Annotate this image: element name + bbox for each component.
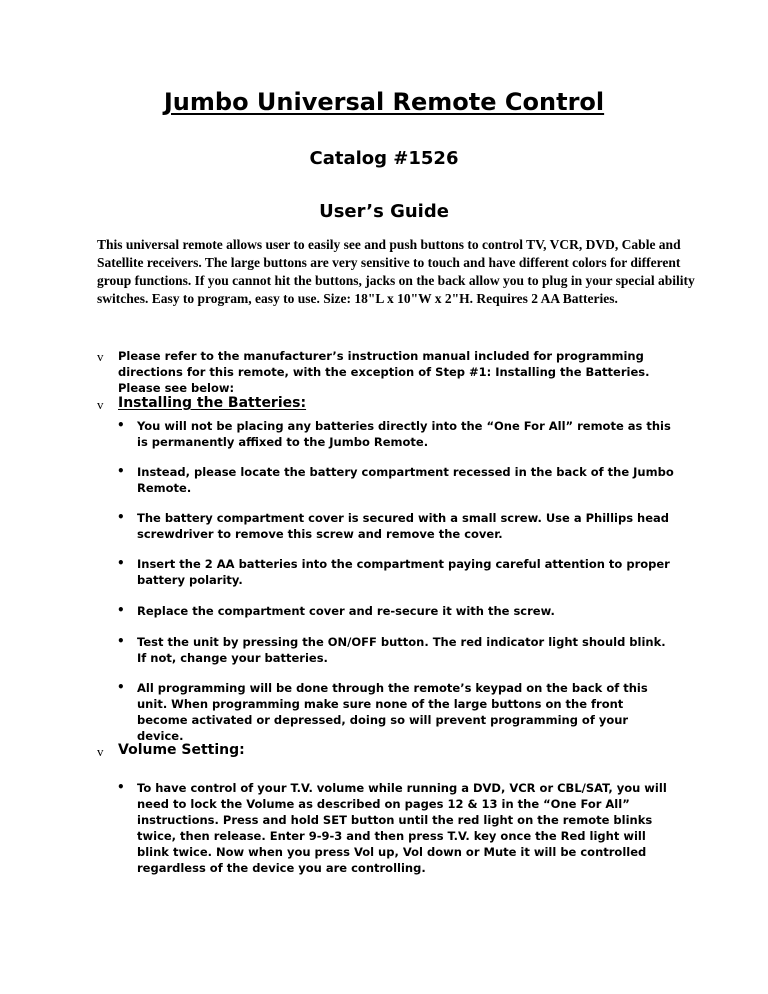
section-bullet-icon: v — [97, 397, 104, 412]
bullet-dot-icon: • — [117, 780, 125, 794]
document-title: Jumbo Universal Remote Control — [163, 88, 605, 116]
list-item-text: Instead, please locate the battery compartment recessed in the back of the Jumbo Remote. — [137, 465, 674, 495]
section-bullet-icon: v — [97, 744, 104, 759]
batteries-heading: Installing the Batteries: — [118, 395, 307, 411]
guide-title: User’s Guide — [319, 201, 449, 222]
list-item-text: Test the unit by pressing the ON/OFF button. The red indicator light should blink. If not, change your batteries. — [137, 635, 666, 665]
volume-heading: Volume Setting: — [118, 742, 245, 758]
list-item-text: Replace the compartment cover and re-secure it with the screw. — [137, 604, 555, 618]
catalog-number: Catalog #1526 — [309, 148, 459, 169]
bullet-dot-icon: • — [117, 680, 125, 694]
note-text: Please refer to the manufacturer’s instruction manual included for programming directions for this remote, with the exception of Step #1: Installing the Batteries. Please see below: — [118, 349, 650, 395]
list-item-text: You will not be placing any batteries directly into the “One For All” remote as this is permanently affixed to the Jumbo Remote. — [137, 419, 671, 449]
intro-paragraph: This universal remote allows user to easily see and push buttons to control TV, VCR, DVD, Cable and Satellite receivers. The large buttons are very sensitive to touch and have different colors for different group functions. If you cannot hit the buttons, jacks on the back allow you to plug in your special ability switches. Easy to program, easy to use. Size: 18"L x 10"W x 2"H. Requires 2 AA Batteries. — [97, 237, 695, 306]
bullet-dot-icon: • — [117, 634, 125, 648]
list-item-text: All programming will be done through the remote’s keypad on the back of this unit. When programming make sure none of the large buttons on the front become activated or depressed, doing so will prevent programming of your device. — [137, 681, 648, 743]
bullet-dot-icon: • — [117, 464, 125, 478]
bullet-dot-icon: • — [117, 510, 125, 524]
bullet-dot-icon: • — [117, 418, 125, 432]
bullet-dot-icon: • — [117, 603, 125, 617]
list-item-text: Insert the 2 AA batteries into the compartment paying careful attention to proper battery polarity. — [137, 557, 670, 587]
list-item-text: To have control of your T.V. volume while running a DVD, VCR or CBL/SAT, you will need to lock the Volume as described on pages 12 & 13 in the “One For All” instructions. Press and hold SET button until the red light on the remote blinks twice, then release. Enter 9-9-3 and then press T.V. key once the Red light will blink twice. Now when you press Vol up, Vol down or Mute it will be controlled regardless of the device you are controlling. — [137, 781, 667, 875]
section-bullet-icon: v — [97, 349, 104, 364]
bullet-dot-icon: • — [117, 556, 125, 570]
list-item-text: The battery compartment cover is secured with a small screw. Use a Phillips head screwdriver to remove this screw and remove the cover. — [137, 511, 670, 541]
